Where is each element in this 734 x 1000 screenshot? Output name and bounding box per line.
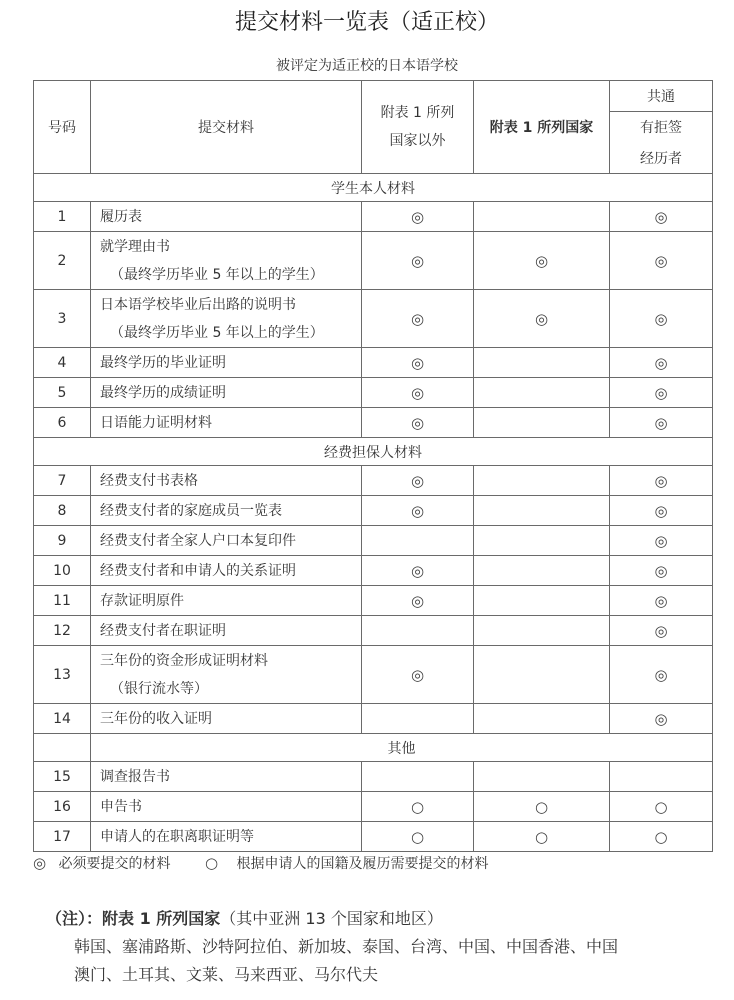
row-material [91,202,362,232]
table-row [34,348,713,378]
table-row [34,704,713,734]
table-row [34,586,713,616]
row-number: 15 [34,762,91,792]
row-outside-mark: ◎ [362,408,474,438]
table-row [34,496,713,526]
header-no: 号码 [34,81,91,174]
row-listed-mark [474,646,610,704]
note-prefix: （注）： [46,909,103,928]
note-countries-line2: 澳门、土耳其、文莱、马来西亚、马尔代夫 [74,965,379,984]
row-listed-mark [474,556,610,586]
row-listed-mark [474,378,610,408]
header-outside-line2: 国家以外 [389,133,446,149]
row-material [91,792,362,822]
row-material-name: 履历表 [100,208,142,225]
row-material [91,408,362,438]
row-material-note: （最终学历毕业 5 年以上的学生） [110,324,324,341]
row-outside-mark: ◎ [362,202,474,232]
row-refused-mark: ○ [610,822,713,852]
row-number: 9 [34,526,91,556]
row-listed-mark [474,496,610,526]
row-number: 2 [34,232,91,290]
table-row [34,290,713,348]
table-row [34,792,713,822]
row-refused-mark: ◎ [610,202,713,232]
section-spacer [34,734,91,762]
table-row [34,762,713,792]
section-student: 学生本人材料 [34,174,713,202]
row-listed-mark [474,762,610,792]
row-listed-mark [474,202,610,232]
row-listed-mark [474,526,610,556]
row-number: 12 [34,616,91,646]
row-material [91,616,362,646]
table-row [34,232,713,290]
row-material-name: 经费支付书表格 [100,472,198,489]
row-outside-mark: ○ [362,822,474,852]
row-outside-mark [362,616,474,646]
row-listed-mark [474,616,610,646]
row-material-name: 就学理由书 [100,238,170,255]
legend-required-symbol: ◎ [33,854,47,872]
note [46,905,618,989]
table-row [34,556,713,586]
legend-required-text: 必须要提交的材料 [58,856,171,872]
row-listed-mark: ○ [474,792,610,822]
row-refused-mark: ◎ [610,556,713,586]
row-number: 11 [34,586,91,616]
row-refused-mark: ◎ [610,586,713,616]
row-material-name: 经费支付者在职证明 [100,622,226,639]
row-refused-mark: ◎ [610,616,713,646]
note-countries-line1: 韩国、塞浦路斯、沙特阿拉伯、新加坡、泰国、台湾、中国、中国香港、中国 [74,937,619,956]
row-number: 5 [34,378,91,408]
row-refused-mark: ◎ [610,704,713,734]
row-material [91,586,362,616]
row-material-name: 日语能力证明材料 [100,414,212,431]
table-row [34,202,713,232]
row-outside-mark: ◎ [362,348,474,378]
row-material [91,232,362,290]
row-refused-mark: ◎ [610,232,713,290]
header-refused-line2: 经历者 [610,143,713,174]
row-material [91,496,362,526]
row-material-name: 申告书 [100,798,142,815]
row-refused-mark [610,762,713,792]
row-material-name: 日本语学校毕业后出路的说明书 [100,296,296,313]
table-row [34,646,713,704]
row-number: 17 [34,822,91,852]
document-subtitle: 被评定为适正校的日本语学校 [276,58,458,74]
row-material [91,526,362,556]
row-number: 7 [34,466,91,496]
row-material [91,556,362,586]
row-material-name: 三年份的收入证明 [100,710,212,727]
note-detail: （其中亚洲 13 个国家和地区） [220,909,443,928]
row-refused-mark: ◎ [610,348,713,378]
row-listed-mark [474,466,610,496]
row-outside-mark: ◎ [362,378,474,408]
header-refused-line1: 有拒签 [610,112,713,143]
row-material-name: 存款证明原件 [100,592,184,609]
header-outside-listed [362,81,474,174]
note-heading: 附表 1 所列国家 [102,909,221,928]
row-outside-mark: ◎ [362,586,474,616]
row-listed-mark: ○ [474,822,610,852]
row-number: 1 [34,202,91,232]
row-material [91,378,362,408]
materials-table [33,80,713,852]
table-row [34,616,713,646]
row-material-name: 经费支付者的家庭成员一览表 [100,502,282,519]
row-outside-mark: ◎ [362,496,474,526]
row-refused-mark: ◎ [610,290,713,348]
table-row [34,822,713,852]
row-refused-mark: ◎ [610,526,713,556]
row-material-name: 调查报告书 [100,768,170,785]
row-outside-mark: ◎ [362,556,474,586]
row-refused-mark: ◎ [610,378,713,408]
row-number: 13 [34,646,91,704]
row-listed-mark [474,586,610,616]
row-outside-mark [362,526,474,556]
row-outside-mark: ○ [362,792,474,822]
row-listed-mark: ◎ [474,290,610,348]
row-outside-mark: ◎ [362,466,474,496]
row-number: 8 [34,496,91,526]
row-refused-mark: ○ [610,792,713,822]
legend-conditional-text: 根据申请人的国籍及履历需要提交的材料 [236,856,489,872]
row-listed-mark [474,408,610,438]
row-material-name: 最终学历的成绩证明 [100,384,226,401]
header-common: 共通 [610,81,713,112]
row-number: 3 [34,290,91,348]
row-number: 10 [34,556,91,586]
legend-conditional-symbol: ○ [205,854,219,872]
section-other: 其他 [91,734,713,762]
row-material [91,762,362,792]
row-material-name: 经费支付者全家人户口本复印件 [100,532,296,549]
row-listed-mark [474,704,610,734]
table-row [34,526,713,556]
header-listed-countries: 附表 1 所列国家 [474,81,610,174]
row-number: 6 [34,408,91,438]
row-material [91,704,362,734]
header-material: 提交材料 [91,81,362,174]
row-outside-mark [362,704,474,734]
row-material-note: （银行流水等） [110,680,208,697]
header-outside-line1: 附表 1 所列 [380,105,455,121]
row-outside-mark: ◎ [362,232,474,290]
row-refused-mark: ◎ [610,496,713,526]
row-material-note: （最终学历毕业 5 年以上的学生） [110,266,324,283]
section-sponsor: 经费担保人材料 [34,438,713,466]
table-row [34,378,713,408]
row-refused-mark: ◎ [610,646,713,704]
row-listed-mark: ◎ [474,232,610,290]
table-row [34,466,713,496]
row-material-name: 三年份的资金形成证明材料 [100,652,268,669]
row-number: 16 [34,792,91,822]
row-number: 14 [34,704,91,734]
row-outside-mark [362,762,474,792]
legend [33,853,489,873]
row-material-name: 经费支付者和申请人的关系证明 [100,562,296,579]
row-outside-mark: ◎ [362,646,474,704]
row-number: 4 [34,348,91,378]
document-title: 提交材料一览表（适正校） [234,10,499,35]
row-material-name: 申请人的在职离职证明等 [100,828,254,845]
row-material [91,646,362,704]
table-row [34,408,713,438]
row-outside-mark: ◎ [362,290,474,348]
row-refused-mark: ◎ [610,408,713,438]
row-material [91,466,362,496]
row-listed-mark [474,348,610,378]
row-material-name: 最终学历的毕业证明 [100,354,226,371]
row-material [91,822,362,852]
row-material [91,290,362,348]
row-material [91,348,362,378]
row-refused-mark: ◎ [610,466,713,496]
